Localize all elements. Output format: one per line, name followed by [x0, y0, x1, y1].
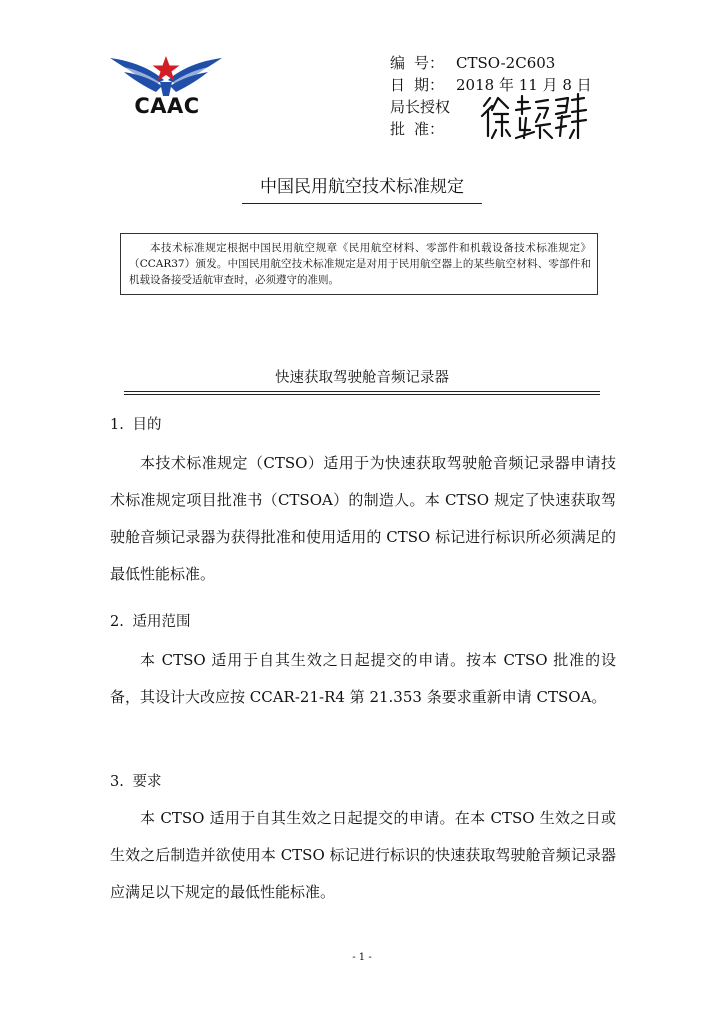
- title-underline: [242, 203, 482, 204]
- meta-approve-label-2: 准：: [413, 120, 444, 138]
- meta-approve-label-1: 批: [390, 120, 406, 138]
- meta-number-label-1: 编: [390, 54, 406, 72]
- meta-number-value: CTSO-2C603: [456, 54, 556, 72]
- section-2-title: 适用范围: [132, 614, 191, 630]
- section-2-heading: [110, 610, 190, 631]
- subtitle-underline-2: [124, 394, 600, 395]
- section-3-paragraph: 本 CTSO 适用于自其生效之日起提交的申请。在本 CTSO 生效之日或生效之后制造并欲使用本 CTSO 标记进行标识的快速获取驾驶舱音频记录器应满足以下规定的最低性能标准。: [110, 809, 616, 901]
- notice-box: 本技术标准规定根据中国民用航空规章《民用航空材料、零部件和机载设备技术标准规定》（CCAR37）颁发。中国民用航空技术标准规定是对用于民用航空器上的某些航空材料、零部件和机载设备接受适航审查时，必须遵守的准则。: [120, 233, 598, 295]
- section-1-paragraph: 本技术标准规定（CTSO）适用于为快速获取驾驶舱音频记录器申请技术标准规定项目批准书（CTSOA）的制造人。本 CTSO 规定了快速获取驾驶舱音频记录器为获得批准和使用适用的 CTSO 标记进行标识所必须满足的最低性能标准。: [110, 454, 616, 583]
- section-3-title: 要求: [132, 774, 162, 790]
- page-number: - 1 -: [352, 952, 372, 963]
- section-2-number: 2.: [110, 614, 124, 630]
- caac-logo: [108, 52, 224, 118]
- meta-date-value: 2018 年 11 月 8 日: [456, 76, 592, 94]
- subtitle-underline: [124, 391, 600, 392]
- section-1-number: 1.: [110, 417, 124, 433]
- meta-auth-label: 局长授权: [390, 98, 451, 116]
- approver-signature: [478, 92, 588, 144]
- main-title: 中国民用航空技术标准规定: [260, 177, 464, 197]
- meta-number-label-2: 号：: [413, 54, 444, 72]
- section-2-paragraph: 本 CTSO 适用于自其生效之日起提交的申请。按本 CTSO 批准的设备，其设计大改应按 CCAR-21-R4 第 21.353 条要求重新申请 CTSOA。: [110, 651, 616, 706]
- section-1-title: 目的: [132, 417, 162, 433]
- logo-text: CAAC: [134, 94, 200, 118]
- section-1-heading: [110, 413, 161, 434]
- section-3-number: 3.: [110, 774, 124, 790]
- meta-date-label-1: 日: [390, 76, 406, 94]
- meta-number-row: [390, 52, 592, 74]
- meta-date-label-2: 期：: [413, 76, 444, 94]
- section-3-heading: [110, 770, 161, 791]
- signature-icon: [478, 92, 588, 144]
- sub-title: 快速获取驾驶舱音频记录器: [275, 370, 449, 386]
